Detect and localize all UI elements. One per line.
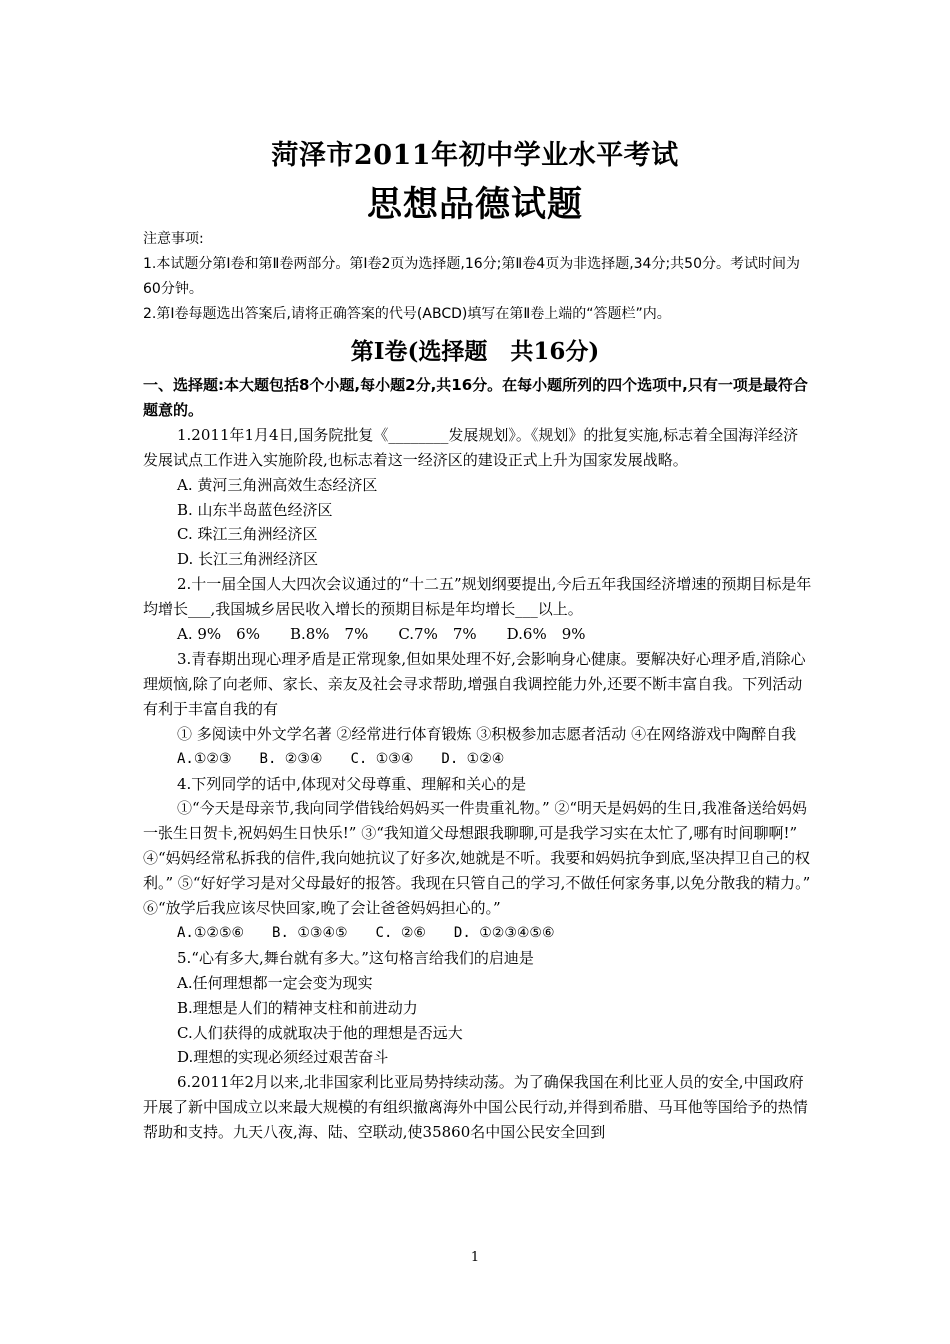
question-5-option-a: A.任何理想都一定会变为现实 <box>177 973 373 992</box>
question-5-stem: 5.“心有多大,舞台就有多大。”这句格言给我们的启迪是 <box>177 948 534 967</box>
question-1-option-b: B. 山东半岛蓝色经济区 <box>177 500 333 519</box>
question-5-option-c: C.人们获得的成就取决于他的理想是否远大 <box>177 1023 463 1042</box>
question-2-stem: 2.十一届全国人大四次会议通过的“十二五”规划纲要提出,今后五年我国经济增速的预期目标是年均增长___,我国城乡居民收入增长的预期目标是年均增长___以上。 <box>143 575 812 619</box>
question-2-options: A. 9% 6% B.8% 7% C.7% 7% D.6% 9% <box>177 625 586 644</box>
question-3-items: ① 多阅读中外文学名著 ②经常进行体育锻炼 ③积极参加志愿者活动 ④在网络游戏中陶醉自我 <box>177 724 797 743</box>
question-1-stem: 1.2011年1月4日,国务院批复《________发展规划》。《规划》的批复实施,标志着全国海洋经济发展试点工作进入实施阶段,也标志着这一经济区的建设正式上升为国家发展战略。 <box>143 425 799 469</box>
question-4-options: A.①②⑤⑥ B. ①③④⑤ C. ②⑥ D. ①②③④⑤⑥ <box>177 924 555 941</box>
question-4-items: ①“今天是母亲节,我向同学借钱给妈妈买一件贵重礼物。” ②“明天是妈妈的生日,我准备送给妈妈一张生日贺卡,祝妈妈生日快乐!” ③“我知道父母想跟我聊聊,可是我学习实在太忙了,哪有时间聊啊!” ④“妈妈经常私拆我的信件,我向她抗议了好多次,她就是不听。我要和妈妈抗争到底,坚决捍卫自己的权利。” ⑤“好好学习是对父母最好的报答。我现在只管自己的学习,不做任何家务事,以免分散我的精力。” ⑥“放学后我应该尽快回家,晚了会让爸爸妈妈担心的。” <box>143 799 811 918</box>
question-3-options: A.①②③ B. ②③④ C. ①③④ D. ①②④ <box>177 750 505 767</box>
page-number: 1 <box>470 1250 480 1265</box>
notes-line-1: 1.本试题分第Ⅰ卷和第Ⅱ卷两部分。第Ⅰ卷2页为选择题,16分;第Ⅱ卷4页为非选择题,34分;共50分。考试时间为60分钟。 <box>143 256 800 297</box>
question-1-option-a: A. 黄河三角洲高效生态经济区 <box>177 475 378 494</box>
section-instruction: 一、选择题:本大题包括8个小题,每小题2分,共16分。在每小题所列的四个选项中,只有一项是最符合题意的。 <box>143 376 808 419</box>
section-title: 第Ⅰ卷(选择题 共16分) <box>350 338 600 365</box>
notes-heading: 注意事项: <box>143 231 204 247</box>
exam-subtitle: 思想品德试题 <box>366 184 583 225</box>
notes-line-2: 2.第Ⅰ卷每题选出答案后,请将正确答案的代号(ABCD)填写在第Ⅱ卷上端的“答题栏”内。 <box>143 306 671 322</box>
questions-body <box>143 373 813 1145</box>
question-4-stem: 4.下列同学的话中,体现对父母尊重、理解和关心的是 <box>177 774 527 793</box>
question-5-option-d: D.理想的实现必须经过艰苦奋斗 <box>177 1048 389 1067</box>
question-5-option-b: B.理想是人们的精神支柱和前进动力 <box>177 998 418 1017</box>
question-1-option-c: C. 珠江三角洲经济区 <box>177 525 318 544</box>
exam-title: 菏泽市2011年初中学业水平考试 <box>271 140 679 171</box>
question-6-stem: 6.2011年2月以来,北非国家利比亚局势持续动荡。为了确保我国在利比亚人员的安全,中国政府开展了新中国成立以来最大规模的有组织撤离海外中国公民行动,并得到希腊、马耳他等国给予的热情帮助和支持。九天八夜,海、陆、空联动,使35860名中国公民安全回到 <box>143 1073 808 1142</box>
question-1-option-d: D. 长江三角洲经济区 <box>177 550 319 569</box>
notes-block <box>143 227 813 327</box>
question-3-stem: 3.青春期出现心理矛盾是正常现象,但如果处理不好,会影响身心健康。要解决好心理矛盾,消除心理烦恼,除了向老师、家长、亲友及社会寻求帮助,增强自我调控能力外,还要不断丰富自我。下列活动有利于丰富自我的有 <box>143 649 806 718</box>
